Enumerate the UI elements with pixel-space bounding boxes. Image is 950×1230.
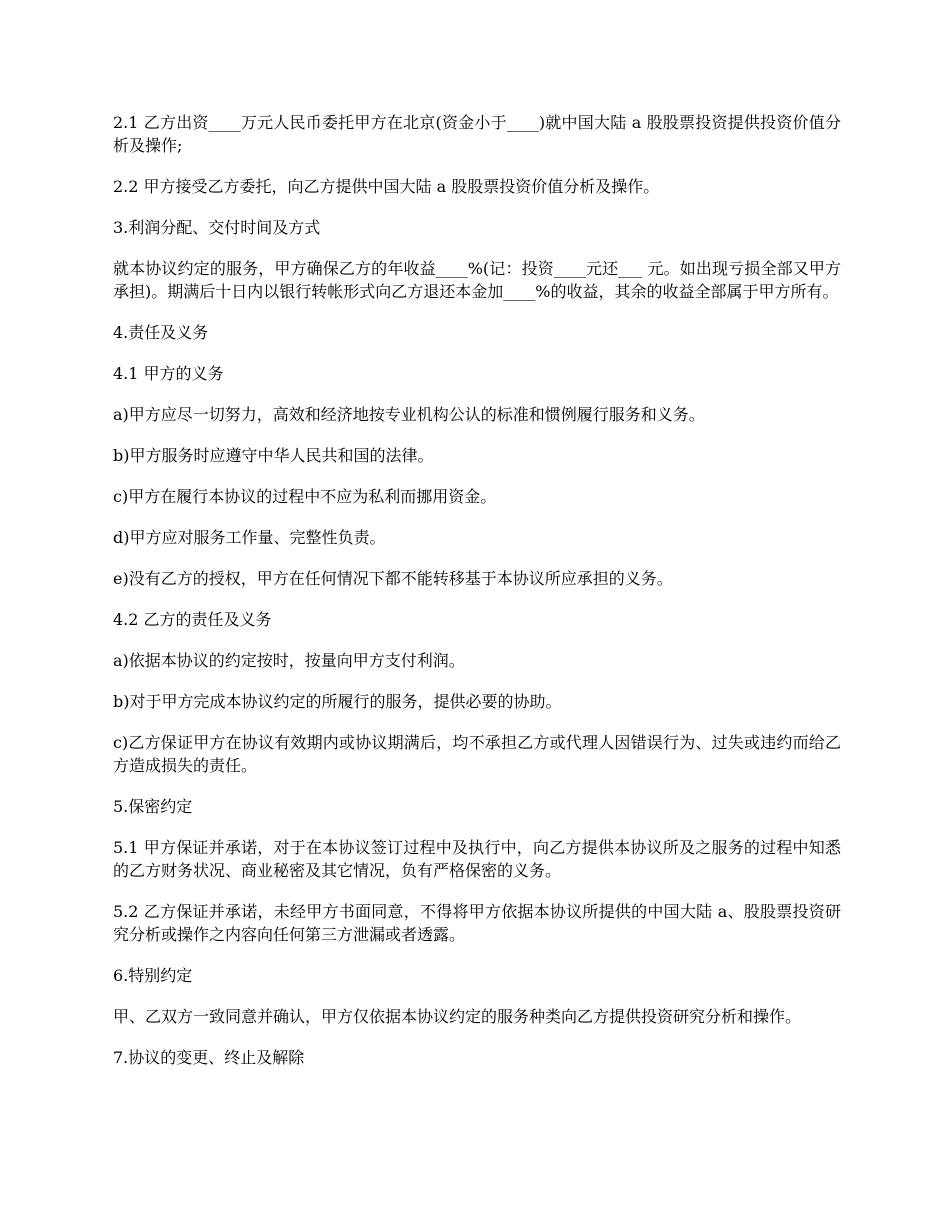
clause-4-1-e: e)没有乙方的授权，甲方在任何情况下都不能转移基于本协议所应承担的义务。 [113, 569, 673, 588]
clause-5-1: 5.1 甲方保证并承诺，对于在本协议签订过程中及执行中，向乙方提供本协议所及之服务的过程中知悉的乙方财务状况、商业秘密及其它情况，负有严格保密的义务。 [113, 838, 841, 880]
subheading-4-1: 4.1 甲方的义务 [113, 364, 224, 383]
clause-6-body: 甲、乙双方一致同意并确认，甲方仅依据本协议约定的服务种类向乙方提供投资研究分析和操作。 [113, 1007, 802, 1026]
clause-4-2-b: b)对于甲方完成本协议约定的所履行的服务，提供必要的协助。 [113, 692, 562, 711]
section-heading-4: 4.责任及义务 [113, 323, 209, 342]
section-heading-6: 6.特别约定 [113, 966, 193, 985]
clause-3-body: 就本协议约定的服务，甲方确保乙方的年收益____%(记：投资____元还___ 元。如出现亏损全部又甲方承担)。期满后十日内以银行转帐形式向乙方退还本金加____%的收益，其余的收益全部属于甲方所有。 [113, 259, 841, 301]
clause-4-2-a: a)依据本协议的约定按时，按量向甲方支付利润。 [113, 651, 465, 670]
section-heading-5: 5.保密约定 [113, 797, 193, 816]
clause-4-2-c: c)乙方保证甲方在协议有效期内或协议期满后，均不承担乙方或代理人因错误行为、过失或违约而给乙方造成损失的责任。 [113, 733, 841, 775]
clause-4-1-a: a)甲方应尽一切努力，高效和经济地按专业机构公认的标准和惯例履行服务和义务。 [113, 405, 705, 424]
clause-2-1: 2.1 乙方出资____万元人民币委托甲方在北京(资金小于____)就中国大陆 a 股股票投资提供投资价值分析及操作; [113, 113, 841, 155]
subheading-4-2: 4.2 乙方的责任及义务 [113, 610, 272, 629]
clause-4-1-c: c)甲方在履行本协议的过程中不应为私利而挪用资金。 [113, 487, 497, 506]
clause-5-2: 5.2 乙方保证并承诺，未经甲方书面同意，不得将甲方依据本协议所提供的中国大陆 a、股股票投资研究分析或操作之内容向任何第三方泄漏或者透露。 [113, 902, 841, 944]
section-heading-7: 7.协议的变更、终止及解除 [113, 1048, 305, 1067]
section-heading-3: 3.利润分配、交付时间及方式 [113, 218, 321, 237]
clause-4-1-b: b)甲方服务时应遵守中华人民共和国的法律。 [113, 446, 434, 465]
document-body [113, 111, 841, 1087]
clause-2-2: 2.2 甲方接受乙方委托，向乙方提供中国大陆 a 股股票投资价值分析及操作。 [113, 177, 660, 196]
clause-4-1-d: d)甲方应对服务工作量、完整性负责。 [113, 528, 386, 547]
